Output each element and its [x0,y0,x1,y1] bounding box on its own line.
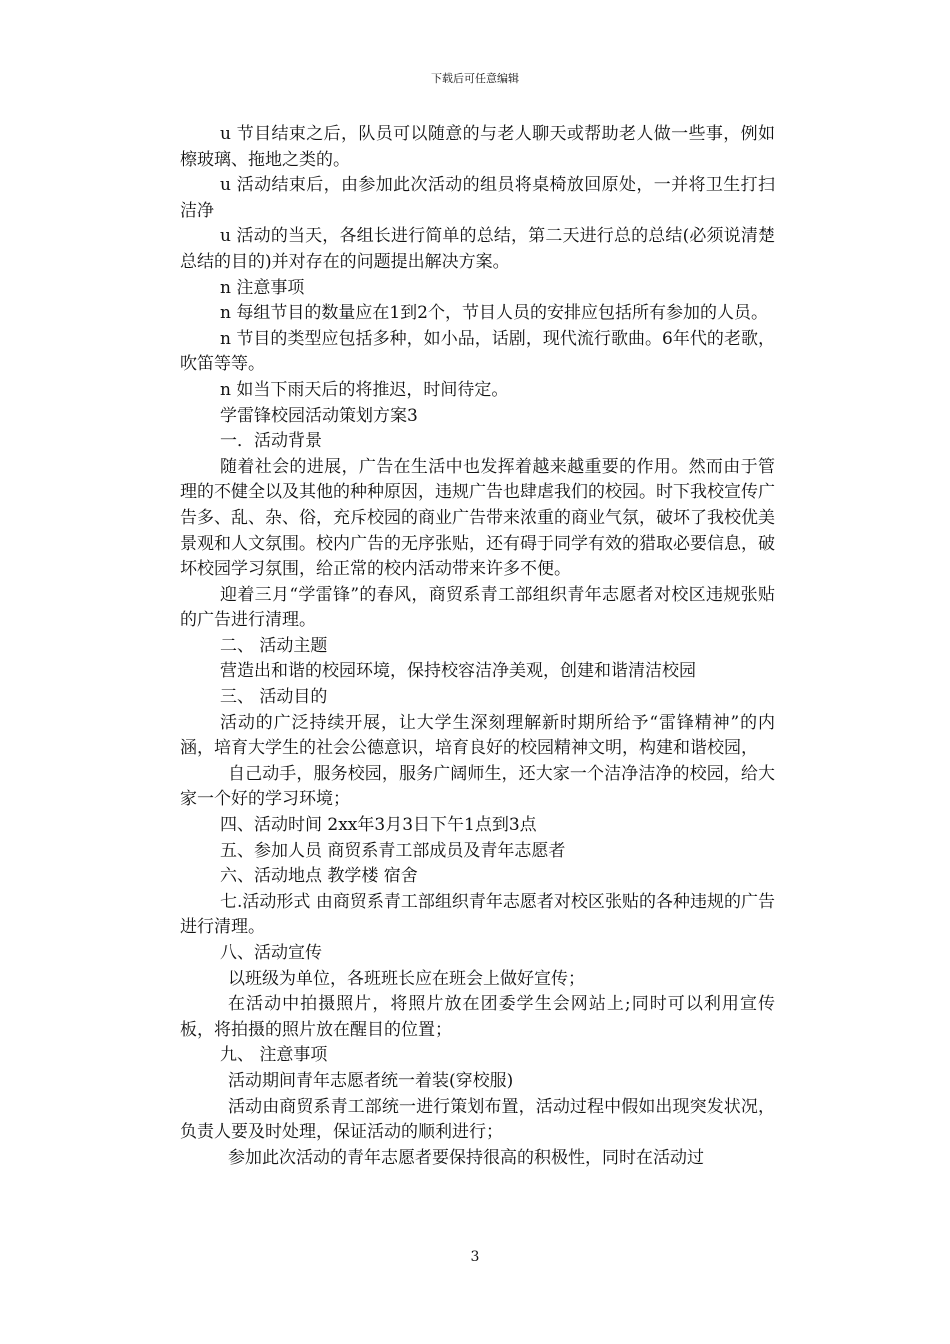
paragraph: u 活动结束后，由参加此次活动的组员将桌椅放回原处，一并将卫生打扫洁净 [180,175,775,221]
paragraph: 参加此次活动的青年志愿者要保持很高的积极性，同时在活动过 [228,1147,704,1168]
paragraph: n 每组节目的数量应在1到2个，节目人员的安排应包括所有参加的人员。 [220,303,768,324]
section-heading: 九、 注意事项 [220,1045,328,1066]
section-heading: 二、 活动主题 [220,635,328,656]
paragraph: 随着社会的进展，广告在生活中也发挥着越来越重要的作用。然而由于管理的不健全以及其他的种种原因，违规广告也肆虐我们的校园。时下我校宣传广告多、乱、杂、俗，充斥校园的商业广告带来浓重的商业气氛，破坏了我校优美景观和人文氛围。校内广告的无序张贴，还有碍于同学有效的猎取必要信息，破坏校园学习氛围，给正常的校内活动带来许多不便。 [180,456,775,580]
document-body [180,122,775,1171]
section-heading: 一．活动背景 [220,431,322,452]
section-heading: 三、 活动目的 [220,687,328,708]
paragraph: u 节目结束之后，队员可以随意的与老人聊天或帮助老人做一些事，例如檫玻璃、拖地之类的。 [180,124,775,170]
paragraph: 迎着三月“学雷锋”的春风，商贸系青工部组织青年志愿者对校区违规张贴的广告进行清理。 [180,584,775,631]
paragraph: 四、活动时间 2xx年3月3日下午1点到3点 [220,815,537,836]
paragraph: 六、活动地点 教学楼 宿舍 [220,866,418,887]
paragraph: 以班级为单位，各班班长应在班会上做好宣传； [228,968,585,989]
paragraph: 活动期间青年志愿者统一着装(穿校服) [228,1070,514,1091]
paragraph: 七.活动形式 由商贸系青工部组织青年志愿者对校区张贴的各种违规的广告进行清理。 [180,891,775,938]
paragraph: 活动由商贸系青工部统一进行策划布置，活动过程中假如出现突发状况，负责人要及时处理，保证活动的顺利进行； [180,1096,775,1143]
paragraph: n 注意事项 [220,277,305,298]
paragraph: 自己动手，服务校园，服务广阔师生，还大家一个洁净洁净的校园，给大家一个好的学习环境； [180,763,775,810]
section-heading: 八、活动宣传 [220,943,322,963]
paragraph: 五、参加人员 商贸系青工部成员及青年志愿者 [220,840,566,861]
paragraph: u 活动的当天，各组长进行简单的总结，第二天进行总的总结(必须说清楚总结的目的)并对存在的问题提出解决方案。 [180,226,775,272]
paragraph: 营造出和谐的校园环境，保持校容洁净美观，创建和谐清洁校园 [220,661,696,682]
section-title: 学雷锋校园活动策划方案3 [220,405,418,426]
page-header: 下载后可任意编辑 [431,72,519,85]
paragraph: n 节目的类型应包括多种，如小品，话剧，现代流行歌曲。6年代的老歌，吹笛等等。 [180,328,775,375]
paragraph: 活动的广泛持续开展，让大学生深刻理解新时期所给予“雷锋精神”的内涵，培育大学生的社会公德意识，培育良好的校园精神文明，构建和谐校园， [180,712,775,759]
paragraph: 在活动中拍摄照片，将照片放在团委学生会网站上;同时可以利用宣传板，将拍摄的照片放在醒目的位置； [180,994,775,1040]
paragraph: n 如当下雨天后的将推迟，时间待定。 [220,379,509,400]
page-number: 3 [470,1249,480,1265]
